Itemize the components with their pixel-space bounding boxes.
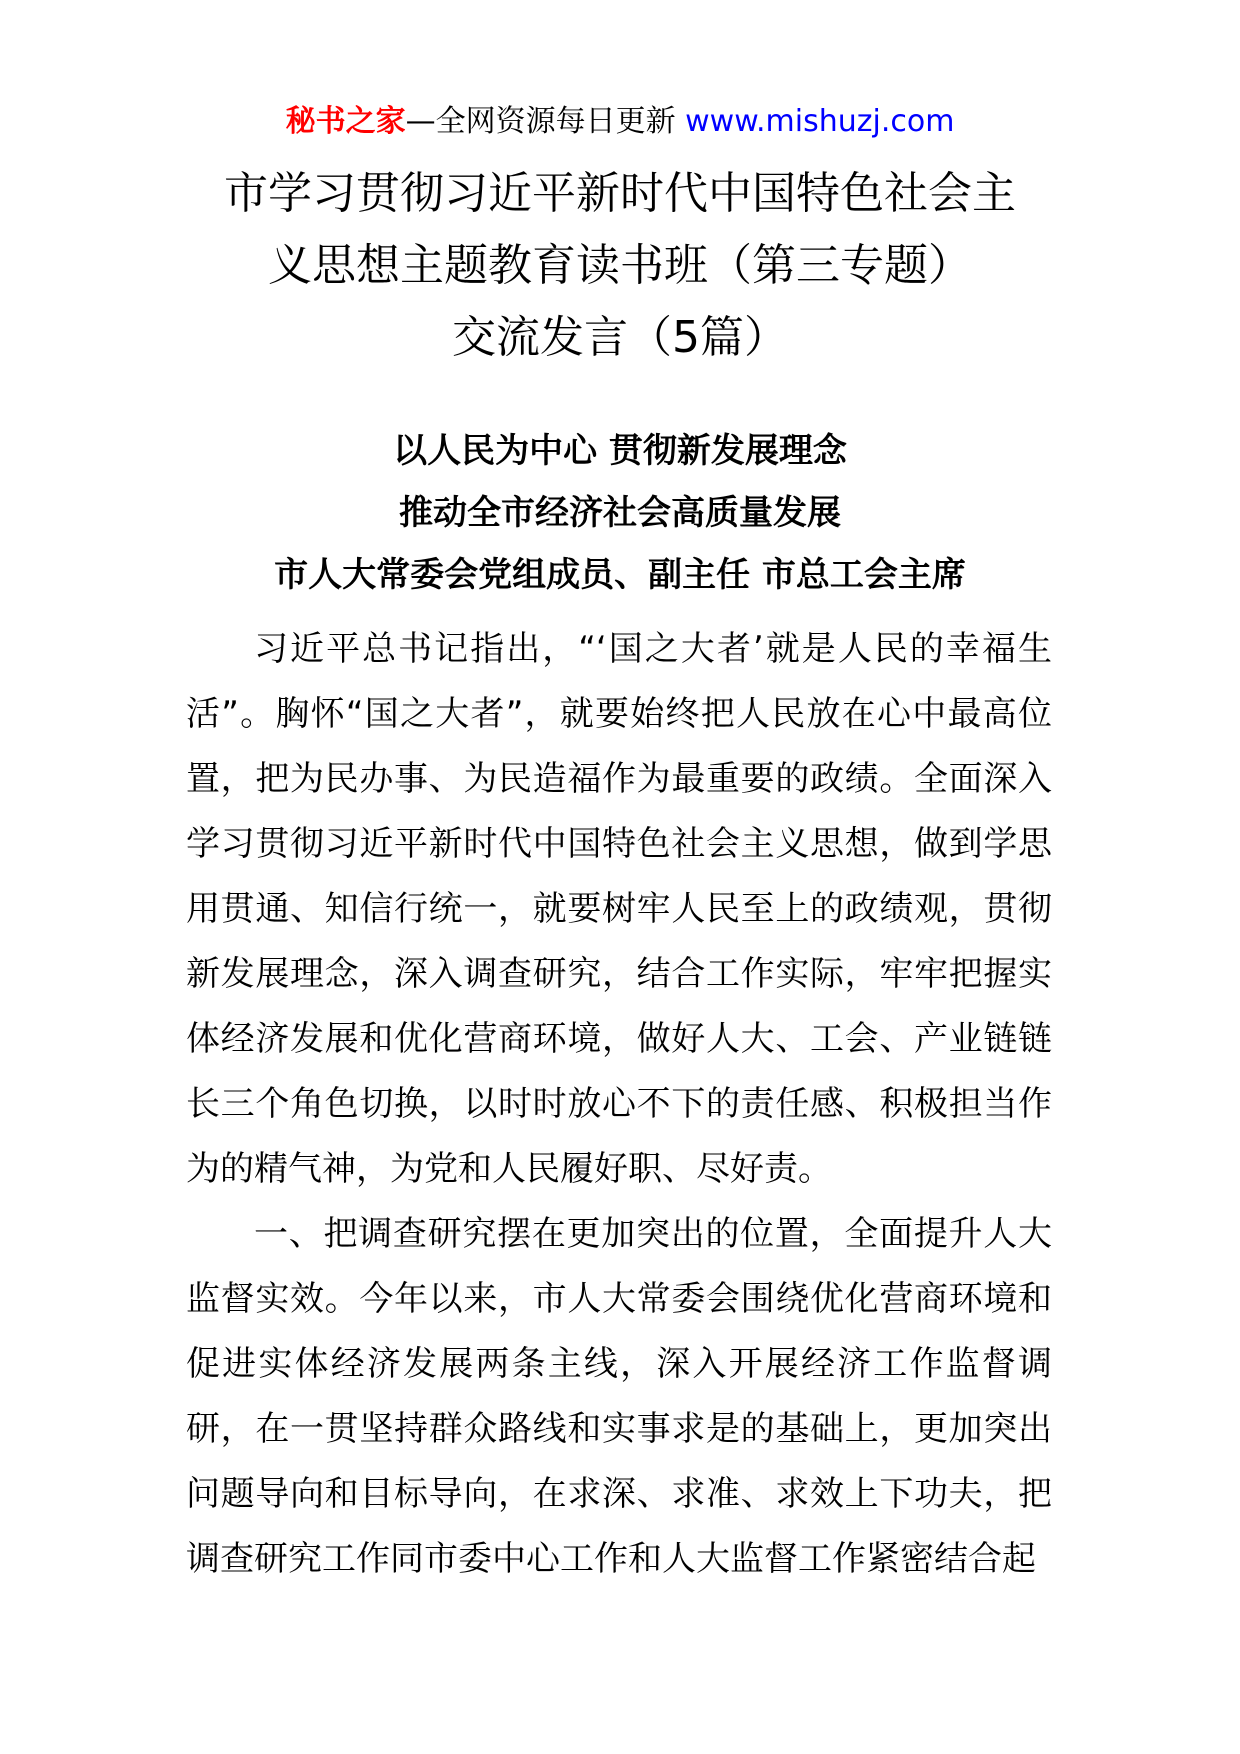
site-url[interactable]: www.mishuzj.com <box>685 104 955 139</box>
site-tagline: —全网资源每日更新 <box>405 104 676 139</box>
speech-heading <box>170 420 1070 606</box>
site-header <box>0 98 1240 146</box>
document-title <box>170 158 1070 374</box>
site-brand: 秘书之家 <box>285 104 406 139</box>
speech-title-line: 以人民为中心 贯彻新发展理念 <box>393 431 847 471</box>
body-paragraph: 习近平总书记指出，“‘国之大者’就是人民的幸福生活”。胸怀“国之大者”，就要始终把人民放在心中最高位置，把为民办事、为民造福作为最重要的政绩。全面深入学习贯彻习近平新时代中国特色社会主义思想，做到学思用贯通、知信行统一，就要树牢人民至上的政绩观，贯彻新发展理念，深入调查研究，结合工作实际，牢牢把握实体经济发展和优化营商环境，做好人大、工会、产业链链长三个角色切换，以时时放心不下的责任感、积极担当作为的精气神，为党和人民履好职、尽好责。 <box>186 629 1052 1189</box>
speech-body <box>186 617 1052 1592</box>
speaker-line: 市人大常委会党组成员、副主任 市总工会主席 <box>274 555 966 595</box>
title-line: 市学习贯彻习近平新时代中国特色社会主 <box>224 168 1016 219</box>
title-line: 义思想主题教育读书班（第三专题） <box>268 240 972 291</box>
speech-title-line: 推动全市经济社会高质量发展 <box>399 493 841 533</box>
title-line: 交流发言（5篇） <box>452 312 788 363</box>
body-paragraph: 一、把调查研究摆在更加突出的位置，全面提升人大监督实效。今年以来，市人大常委会围绕优化营商环境和促进实体经济发展两条主线，深入开展经济工作监督调研，在一贯坚持群众路线和实事求是的基础上，更加突出问题导向和目标导向，在求深、求准、求效上下功夫，把调查研究工作同市委中心工作和人大监督工作紧密结合起 <box>186 1214 1052 1579</box>
